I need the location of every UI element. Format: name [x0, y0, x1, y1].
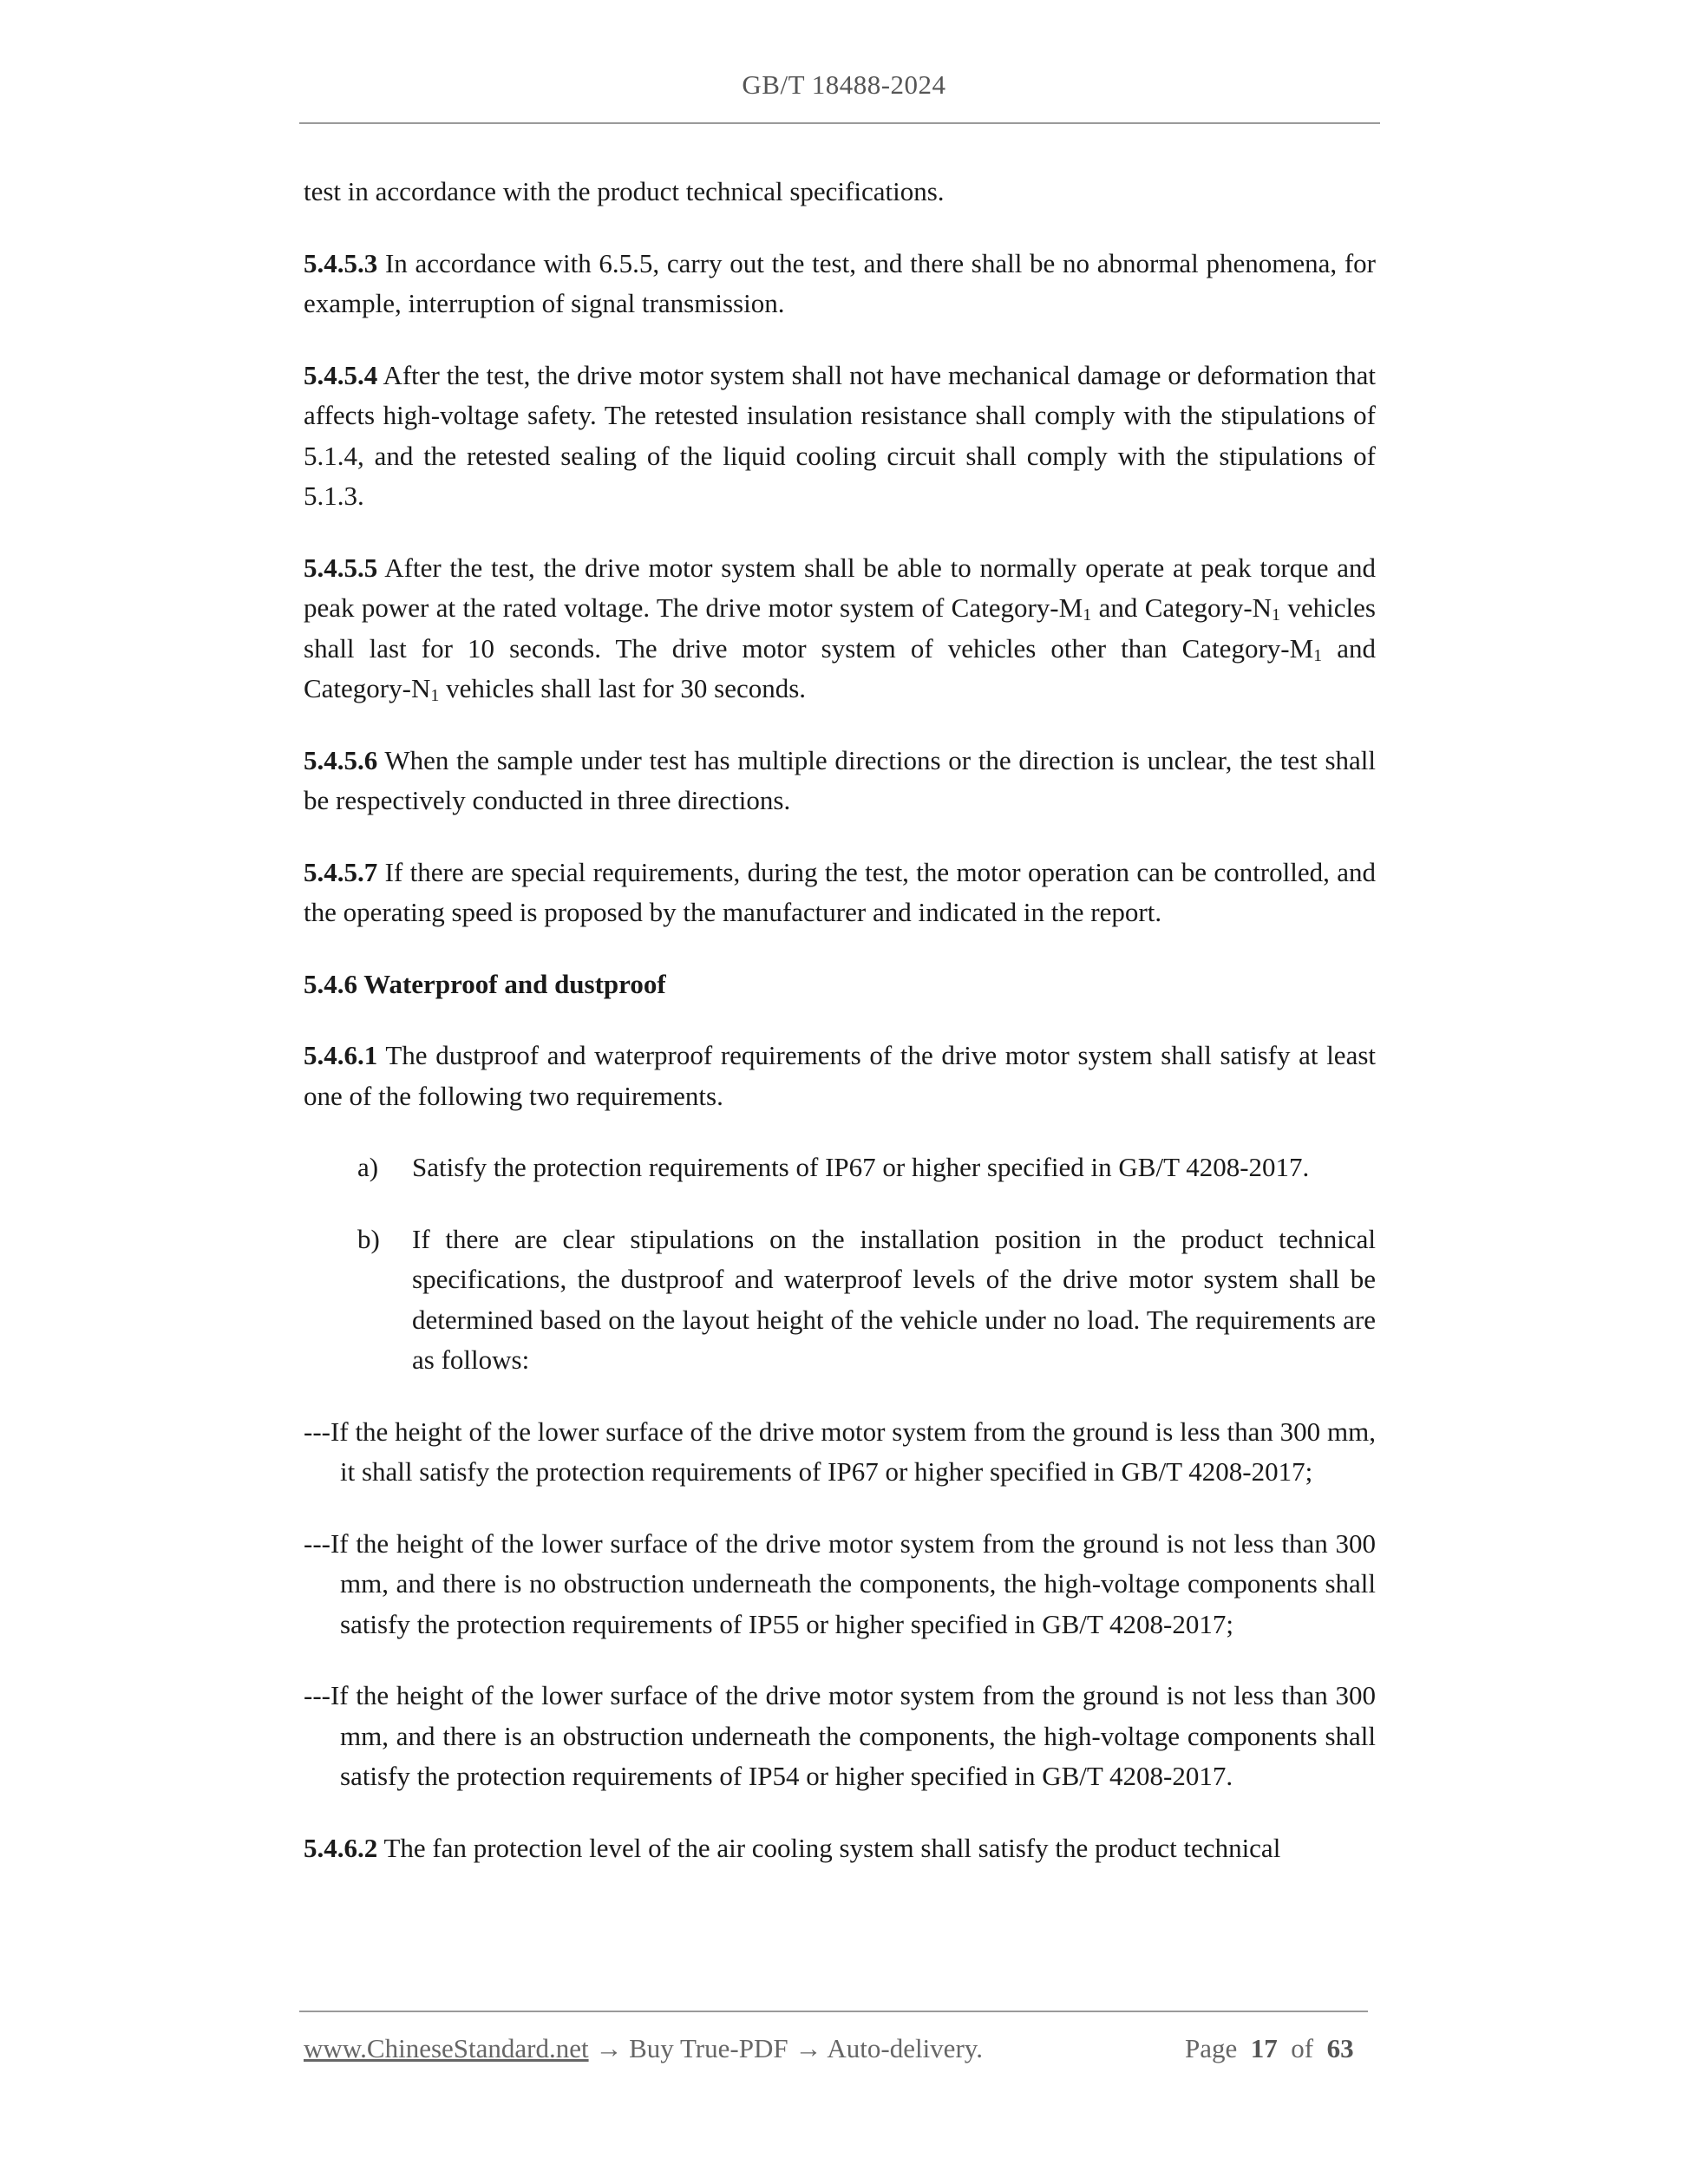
section-heading: 5.4.6 Waterproof and dustproof: [304, 968, 666, 999]
dash-item-1: ---If the height of the lower surface of the drive motor system from the ground is less than 300 mm, it shall satisfy the protection requirements of IP67 or higher specified in GB/T 4208-2017;: [304, 1416, 1376, 1487]
clause-5-4-5-6: [304, 741, 1376, 821]
clause-5-4-6-1: [304, 1036, 1376, 1116]
of-label: of: [1291, 2033, 1314, 2063]
clause-text: The dustproof and waterproof requirements of the drive motor system shall satisfy at least one of the following two requirements.: [304, 1040, 1376, 1111]
clause-text: The fan protection level of the air cooling system shall satisfy the product technical: [377, 1832, 1281, 1863]
current-page: 17: [1250, 2033, 1278, 2063]
clause-number: 5.4.5.4: [304, 359, 378, 390]
clause-number: 5.4.5.6: [304, 744, 378, 775]
total-pages: 63: [1326, 2033, 1354, 2063]
footer-promo-text: → Buy True-PDF → Auto-delivery.: [588, 2033, 983, 2063]
clause-text: vehicles shall last for 30 seconds.: [439, 673, 807, 703]
footer-rule: [299, 2011, 1368, 2012]
document-body: [304, 172, 1376, 1900]
website-link[interactable]: www.ChineseStandard.net: [304, 2033, 589, 2063]
list-item-text: Satisfy the protection requirements of IP67 or higher specified in GB/T 4208-2017.: [412, 1152, 1310, 1182]
dash-item-2: ---If the height of the lower surface of the drive motor system from the ground is not less than 300 mm, and there is no obstruction underneath the components, the high-voltage components shall satisfy the protection requirements of IP55 or higher specified in GB/T 4208-2017;: [304, 1527, 1376, 1639]
subscript: 1: [430, 686, 440, 705]
list-marker: b): [357, 1223, 380, 1254]
clause-text: and Category-N: [304, 632, 1376, 703]
header-rule: [299, 122, 1380, 124]
clause-number: 5.4.5.5: [304, 552, 378, 583]
clause-text: When the sample under test has multiple directions or the direction is unclear, the test shall be respectively conducted in three directions.: [304, 744, 1376, 815]
clause-text: After the test, the drive motor system shall be able to normally operate at peak torque and peak power at the rated voltage. The drive motor system of Category-M: [304, 552, 1376, 623]
clause-number: 5.4.6.1: [304, 1040, 378, 1070]
clause-text: In accordance with 6.5.5, carry out the test, and there shall be no abnormal phenomena, for example, interruption of signal transmission.: [304, 247, 1376, 318]
clause-text: vehicles shall last for 10 seconds. The drive motor system of vehicles other than Category-M: [304, 592, 1376, 664]
page-number: [1185, 2033, 1354, 2064]
dash-item-3: ---If the height of the lower surface of the drive motor system from the ground is not less than 300 mm, and there is an obstruction underneath the components, the high-voltage components shall satisfy the protection requirements of IP54 or higher specified in GB/T 4208-2017.: [304, 1680, 1376, 1791]
subscript: 1: [1272, 605, 1281, 624]
clause-5-4-5-3: [304, 244, 1376, 324]
clause-5-4-5-5: [304, 548, 1376, 709]
clause-text: and Category-N: [1091, 592, 1273, 623]
list-item-a: [304, 1148, 1376, 1188]
list-marker: a): [357, 1152, 379, 1182]
clause-text: After the test, the drive motor system shall not have mechanical damage or deformation that affects high-voltage safety. The retested insulation resistance shall comply with the stipulations of 5.1.4, and the retested sealing of the liquid cooling circuit shall comply with the stipulations of 5.1.3.: [304, 359, 1376, 511]
list-item-b: [304, 1220, 1376, 1381]
clause-text: If there are special requirements, during the test, the motor operation can be controlled, and the operating speed is proposed by the manufacturer and indicated in the report.: [304, 856, 1376, 927]
footer-promo: [304, 2033, 983, 2064]
subscript: 1: [1083, 605, 1092, 624]
list-item-text: If there are clear stipulations on the installation position in the product technical specifications, the dustproof and waterproof levels of the drive motor system shall be determined based on the layout height of the vehicle under no load. The requirements are as follows:: [412, 1223, 1376, 1375]
paragraph-continuation: test in accordance with the product technical specifications.: [304, 176, 945, 206]
page-label: Page: [1185, 2033, 1238, 2063]
clause-5-4-5-7: [304, 853, 1376, 933]
header-title: GB/T 18488-2024: [742, 69, 946, 100]
clause-number: 5.4.5.3: [304, 247, 378, 278]
clause-number: 5.4.5.7: [304, 856, 378, 887]
clause-5-4-5-4: [304, 356, 1376, 517]
clause-number: 5.4.6.2: [304, 1832, 378, 1863]
clause-5-4-6-2: [304, 1828, 1376, 1869]
subscript: 1: [1313, 645, 1323, 665]
